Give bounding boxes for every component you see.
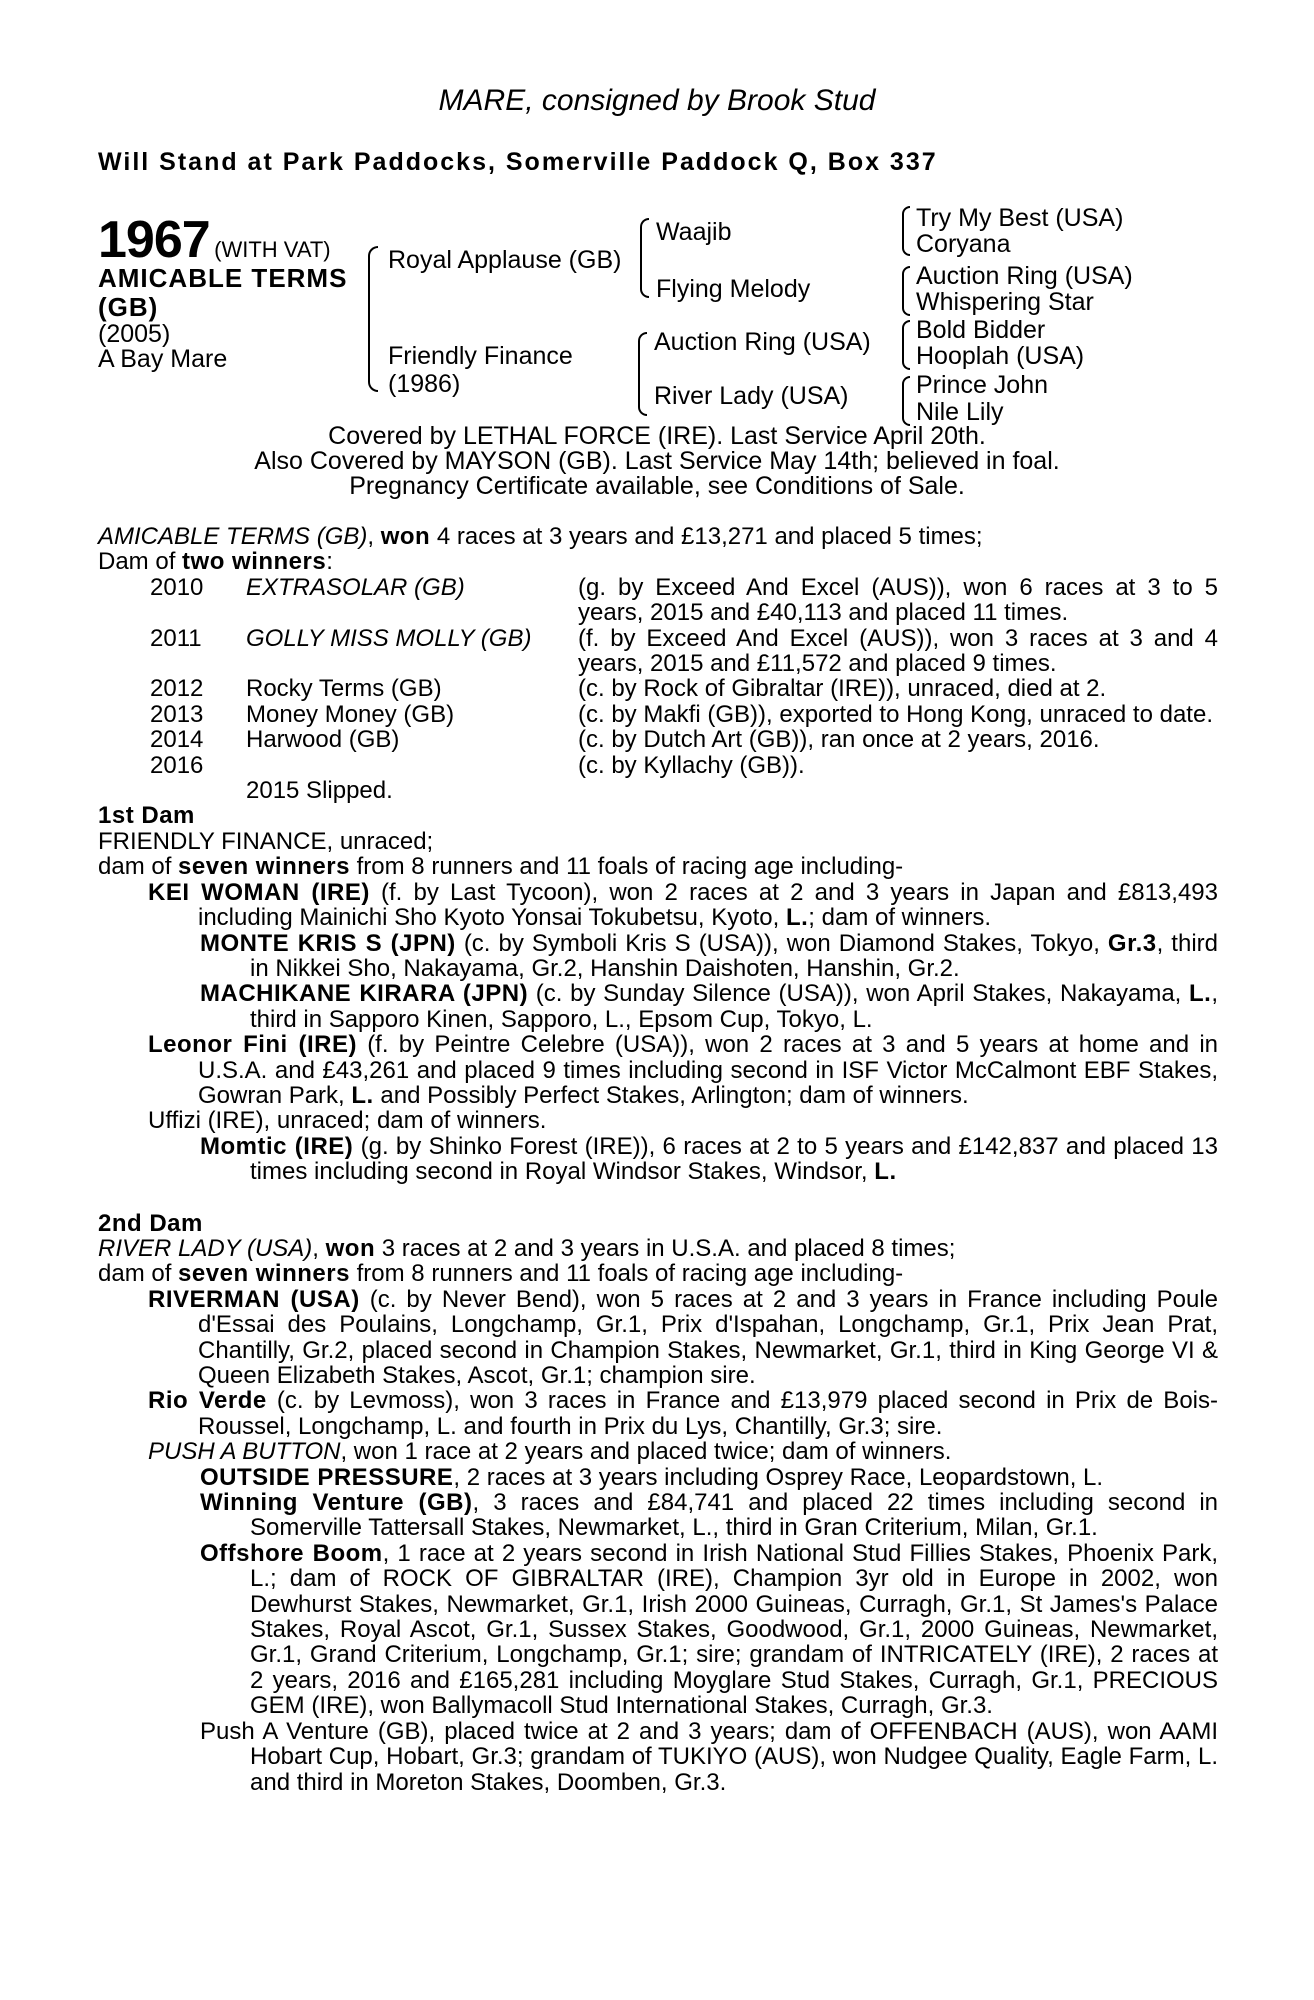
covered-line-1: Covered by LETHAL FORCE (IRE). Last Service April 20th. (328, 422, 986, 450)
progeny-detail: (g. by Exceed And Excel (AUS)), won 6 races at 3 to 5 years, 2015 and £40,113 and placed 11 times. (578, 573, 1218, 627)
progeny-detail: (c. by Rock of Gibraltar (IRE)), unraced, died at 2. (578, 675, 1107, 703)
horse-name-line1: AMICABLE TERMS (98, 263, 348, 293)
intro-line (98, 524, 1218, 549)
dam2-entry-push-a-button: PUSH A BUTTON, won 1 race at 2 years and placed twice; dam of winners. (148, 1438, 952, 1466)
pedigree-dds: Prince John (916, 371, 1049, 399)
slipped-note: 2015 Slipped. (246, 777, 393, 805)
pedigree-brace-sire (640, 218, 649, 298)
progeny-name (246, 753, 578, 778)
progeny-detail: (c. by Makfi (GB)), exported to Hong Kong, unraced to date. (578, 700, 1213, 728)
pedigree-sds: Auction Ring (USA) (916, 262, 1133, 290)
foaling-year: (2005) (98, 320, 171, 348)
pedigree-dam-year: (1986) (388, 370, 461, 398)
progeny-name: Money Money (GB) (246, 700, 455, 728)
dam2-entry-winning-venture: Winning Venture (GB), 3 races and £84,741 and placed 22 times including second in Somerville Tattersall Stakes, Newmarket, L., third in Gran Criterium, Milan, Gr.1. (200, 1489, 1219, 1542)
progeny-year: 2012 (150, 675, 204, 703)
pedigree-sire-dam: Flying Melody (656, 275, 811, 303)
second-dam-heading: 2nd Dam (98, 1209, 203, 1237)
pedigree-sdd: Whispering Star (916, 288, 1094, 316)
intro-name: AMICABLE TERMS (GB) (98, 523, 368, 550)
dam-of-label: Dam of (98, 548, 183, 576)
dam2-entry-rio-verde: Rio Verde (c. by Levmoss), won 3 races in France and £13,979 placed second in Prix de Bois-Roussel, Longchamp, L. and fourth in Prix du Lys, Chantilly, Gr.3; sire. (148, 1387, 1218, 1440)
dam1-entry: MONTE KRIS S (JPN) (c. by Symboli Kris S (USA)), won Diamond Stakes, Tokyo, Gr.3, third in Nikkei Sho, Nakayama, Gr.2, Hanshin Daishoten, Hanshin, Gr.2. (200, 929, 1218, 982)
covered-line-3: Pregnancy Certificate available, see Conditions of Sale. (349, 472, 965, 500)
progeny-name: Harwood (GB) (246, 726, 400, 754)
progeny-name: GOLLY MISS MOLLY (GB) (246, 624, 532, 652)
covered-line-2: Also Covered by MAYSON (GB). Last Service May 14th; believed in foal. (254, 447, 1060, 475)
progeny-detail: (c. by Dutch Art (GB)), ran once at 2 years, 2016. (578, 726, 1100, 754)
pedigree-brace-main (368, 246, 378, 392)
dam1-entry: Momtic (IRE) (g. by Shinko Forest (IRE)), 6 races at 2 to 5 years and £142,837 and placed 13 times including second in Royal Windsor Stakes, Windsor, L. (200, 1132, 1218, 1186)
progeny-name: EXTRASOLAR (GB) (246, 573, 465, 601)
dam1-entry: Leonor Fini (IRE) (f. by Peintre Celebre (USA)), won 2 races at 3 and 5 years at home and in U.S.A. and £43,261 and placed 9 times including second in ISF Victor McCalmont EBF Stakes, Gowran Park, L. and Possibly Perfect Stakes, Arlington; dam of winners. (148, 1031, 1219, 1109)
pedigree-dsd: Hooplah (USA) (916, 342, 1085, 370)
stand-line: Will Stand at Park Paddocks, Somerville Paddock Q, Box 337 (98, 148, 938, 176)
pedigree-brace-ds (902, 320, 910, 370)
pedigree-dam-dam: River Lady (USA) (654, 382, 849, 410)
progeny-name: Rocky Terms (GB) (246, 675, 442, 703)
vat-note: (WITH VAT) (214, 237, 331, 262)
dam-of-winners: two winners (182, 548, 327, 576)
progeny-detail: (c. by Kyllachy (GB)). (578, 751, 805, 779)
dam1-entry: MACHIKANE KIRARA (JPN) (c. by Sunday Silence (USA)), won April Stakes, Nakayama, L., third in Sapporo Kinen, Sapporo, L., Epsom Cup, Tokyo, L. (200, 980, 1218, 1033)
pedigree-brace-sd (902, 266, 910, 316)
pedigree-brace-dd (902, 376, 910, 426)
pedigree-ssd: Coryana (916, 230, 1011, 258)
second-dam-name: RIVER LADY (USA), won 3 races at 2 and 3 years in U.S.A. and placed 8 times; (98, 1234, 956, 1262)
first-dam-summary: dam of seven winners from 8 runners and 11 foals of racing age including- (98, 853, 904, 881)
dam2-entry-offshore-boom: Offshore Boom, 1 race at 2 years second in Irish National Stud Fillies Stakes, Phoenix Park, L.; dam of ROCK OF GIBRALTAR (IRE), Champion 3yr old in Europe in 2002, won Dewhurst Stakes, Newmarket, Gr.1, Irish 2000 Guineas, Curragh, Gr.1, St James's Palace Stakes, Royal Ascot, Gr.1, Sussex Stakes, Goodwood, Gr.1, 2000 Guineas, Newmarket, Gr.1, Grand Criterium, Longchamp, Gr.1; sire; grandam of INTRICATELY (IRE), 2 races at 2 years, 2016 and £165,281 including Moyglare Stud Stakes, Curragh, Gr.1, PRECIOUS GEM (IRE), won Ballymacoll Stud International Stakes, Curragh, Gr.3. (200, 1539, 1219, 1720)
intro-won: won (380, 523, 431, 550)
dam2-entry-outside-pressure: OUTSIDE PRESSURE, 2 races at 3 years including Osprey Race, Leopardstown, L. (200, 1463, 1104, 1491)
pedigree-sire: Royal Applause (GB) (388, 246, 622, 274)
intro-sep: , (367, 523, 381, 550)
dam1-entry: Uffizi (IRE), unraced; dam of winners. (148, 1107, 547, 1135)
produce-record (98, 524, 1218, 1795)
pedigree-ddd: Nile Lily (916, 398, 1004, 426)
horse-description: A Bay Mare (98, 345, 228, 373)
progeny-detail: (f. by Exceed And Excel (AUS)), won 3 races at 3 and 4 years, 2015 and £11,572 and placed 9 times. (578, 624, 1218, 678)
dam1-entry: KEI WOMAN (IRE) (f. by Last Tycoon), won 2 races at 2 and 3 years in Japan and £813,493 including Mainichi Sho Kyoto Yonsai Tokubetsu, Kyoto, L.; dam of winners. (148, 878, 1218, 932)
horse-name-line2: (GB) (98, 292, 159, 322)
progeny-year: 2011 (150, 624, 202, 652)
lot-header (98, 210, 331, 270)
pedigree-dam-sire: Auction Ring (USA) (654, 328, 871, 356)
progeny-year: 2014 (150, 726, 204, 754)
pedigree-sire-sire: Waajib (656, 218, 732, 246)
first-dam-name: FRIENDLY FINANCE, unraced; (98, 827, 434, 855)
progeny-year: 2010 (150, 573, 204, 601)
dam2-entry-push-a-venture: Push A Venture (GB), placed twice at 2 and 3 years; dam of OFFENBACH (AUS), won AAMI Hobart Cup, Hobart, Gr.3; grandam of TUKIYO (AUS), won Nudgee Quality, Eagle Farm, L. and third in Moreton Stakes, Doomben, Gr.3. (200, 1717, 1219, 1796)
dam2-entry-riverman: RIVERMAN (USA) (c. by Never Bend), won 5 races at 2 and 3 years in France including Poule d'Essai des Poulains, Longchamp, Gr.1, Prix d'Ispahan, Longchamp, Gr.1, Prix Jean Prat, Chantilly, Gr.2, placed second in Champion Stakes, Newmarket, Gr.1, third in King George VI & Queen Elizabeth Stakes, Ascot, Gr.1; champion sire. (148, 1285, 1219, 1389)
progeny-table (98, 575, 1218, 778)
progeny-year: 2013 (150, 700, 204, 728)
dam-of-colon: : (326, 548, 333, 576)
dam-of-line (98, 549, 1218, 574)
lot-number: 1967 (98, 211, 210, 269)
first-dam-heading: 1st Dam (98, 802, 195, 830)
pedigree-brace-ss (902, 206, 910, 256)
page-heading: MARE, consigned by Brook Stud (438, 84, 876, 117)
pedigree-dss: Bold Bidder (916, 316, 1046, 344)
intro-rest: 4 races at 3 years and £13,271 and placed 5 times; (430, 523, 983, 550)
pedigree-brace-dam (638, 332, 647, 416)
pedigree-dam: Friendly Finance (388, 342, 573, 370)
pedigree-sss: Try My Best (USA) (916, 204, 1124, 232)
progeny-year: 2016 (150, 751, 204, 779)
second-dam-summary: dam of seven winners from 8 runners and 11 foals of racing age including- (98, 1260, 904, 1288)
